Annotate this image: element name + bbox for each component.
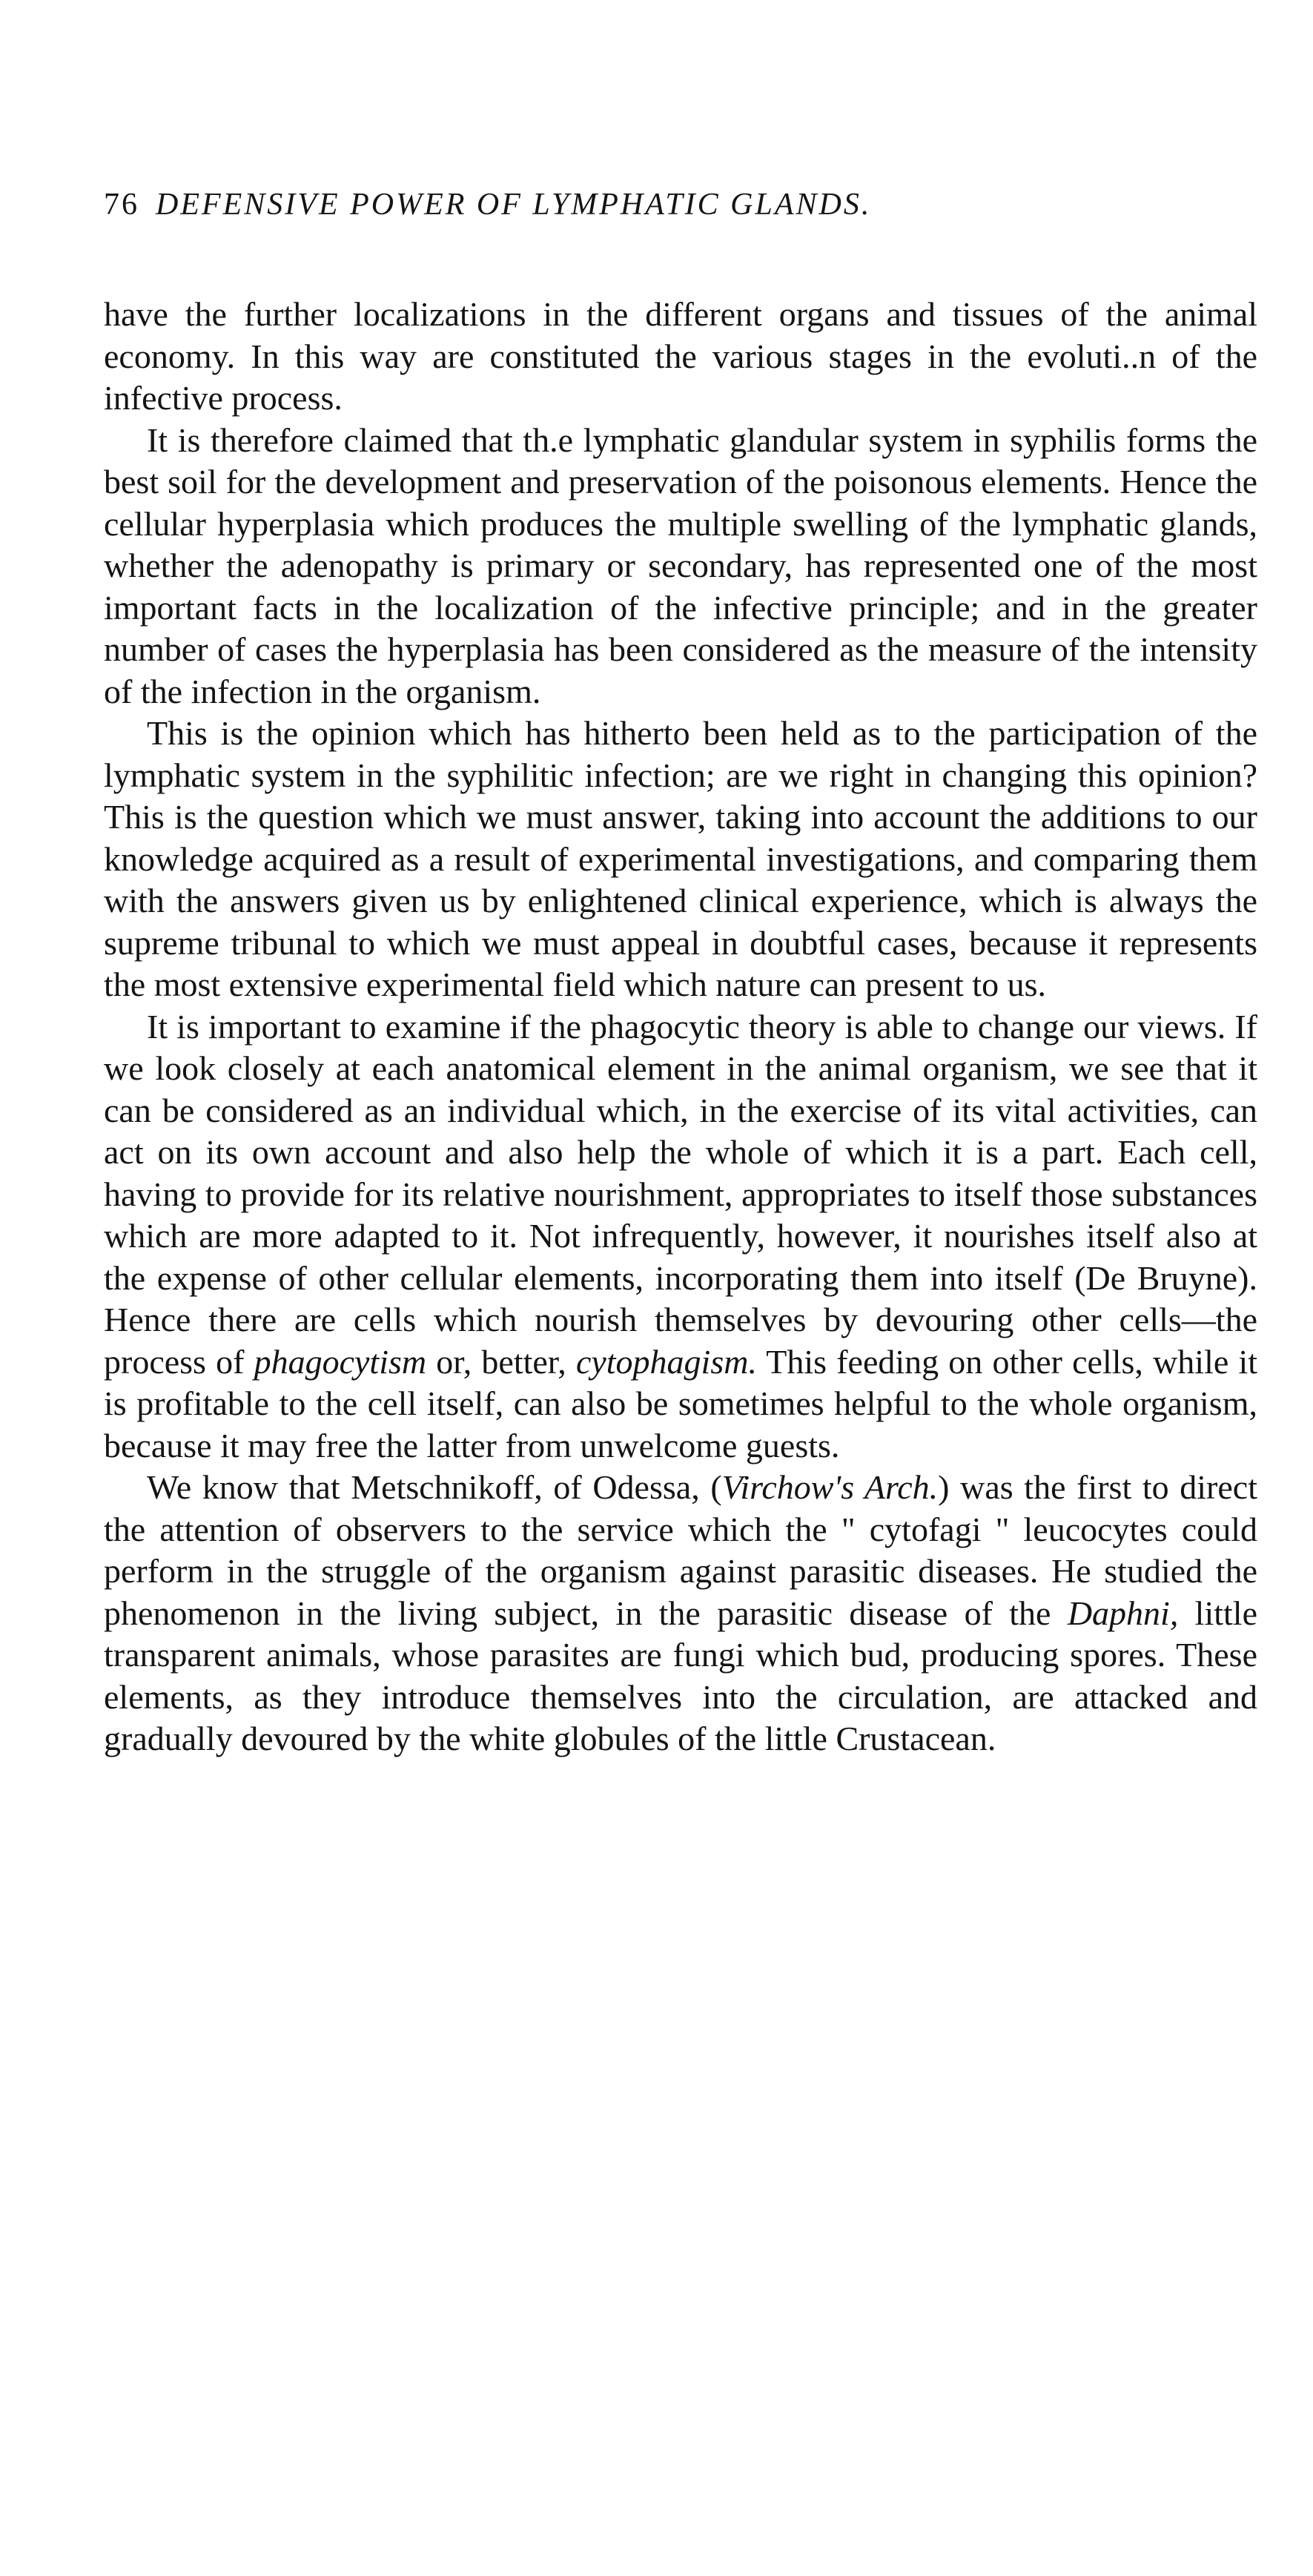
body-text [104, 294, 1257, 1760]
running-header [104, 184, 1257, 225]
italic-term-phagocytism: phagocytism [254, 1342, 427, 1381]
italic-term-daphni: Daphni, [1067, 1594, 1179, 1632]
paragraph-text: We know that Metschnikoff, of Odessa, ( [147, 1468, 722, 1506]
paragraph-text: or, better, [426, 1342, 576, 1381]
paragraph-metschnikoff [104, 1467, 1257, 1760]
paragraph-phagocytic-theory [104, 1006, 1257, 1467]
paragraph-continuation: have the further localizations in the different organs and tissues of the animal economy. In this way are constituted the various stages in the evoluti..n of the infective process. [104, 295, 1257, 417]
paragraph-opinion-question: This is the opinion which has hitherto been held as to the participation of the lymphatic system in the syphilitic infection; are we right in changing this opinion? This is the question which we must answer, taking into account the additions to our knowledge acquired as a result of experimental investigations, and comparing them with the answers given us by enlightened clinical experience, which is always the supreme tribunal to which we must appeal in doubtful cases, because it represents the most extensive experimental field which nature can present to us. [104, 714, 1257, 1003]
paragraph-text: This feeding on other cells, while it is profitable to the cell itself, can also be sometimes helpful to the whole organism, because it may free the latter from unwelcome guests. [104, 1342, 1257, 1464]
paragraph-text: It is important to examine if the phagocytic theory is able to change our views. If we look closely at each anatomical element in the animal organism, we see that it can be considered as an individual which, in the exercise of its vital activities, can act on its own account and also help the whole of which it is a part. Each cell, having to provide for its relative nourishment, appropriates to itself those substances which are more adapted to it. Not infrequently, however, it nourishes itself also at the expense of other cellular elements, incorporating them into itself (De Bruyne). Hence there are cells which nourish themselves by devouring other cells—the process of [104, 1007, 1257, 1381]
book-page [104, 184, 1257, 1760]
italic-citation: Virchow's Arch. [721, 1468, 939, 1506]
page-number: 76 [104, 188, 139, 222]
running-title: DEFENSIVE POWER OF LYMPHATIC GLANDS. [156, 188, 872, 222]
paragraph-lymphatic-soil: It is therefore claimed that th.e lymphatic glandular system in syphilis forms the best soil for the development and preservation of the poisonous elements. Hence the cellular hyperplasia which produces the multiple swelling of the lymphatic glands, whether the adenopathy is primary or secondary, has represented one of the most important facts in the localization of the infective principle; and in the greater number of cases the hyperplasia has been considered as the measure of the intensity of the infection in the organism. [104, 420, 1257, 710]
paragraph-text: little transparent animals, whose parasites are fungi which bud, producing spores. These elements, as they introduce themselves into the circulation, are attacked and gradually devoured by the white globules of the little Crustacean. [104, 1594, 1257, 1757]
italic-term-cytophagism: cytophagism. [575, 1342, 757, 1381]
paragraph-text: ) was the first to direct the attention of observers to the service which the " cytofagi " leucocytes could perform in the struggle of the organism against parasitic diseases. He studied the phenomenon in the living subject, in the parasitic disease of the [104, 1468, 1257, 1632]
